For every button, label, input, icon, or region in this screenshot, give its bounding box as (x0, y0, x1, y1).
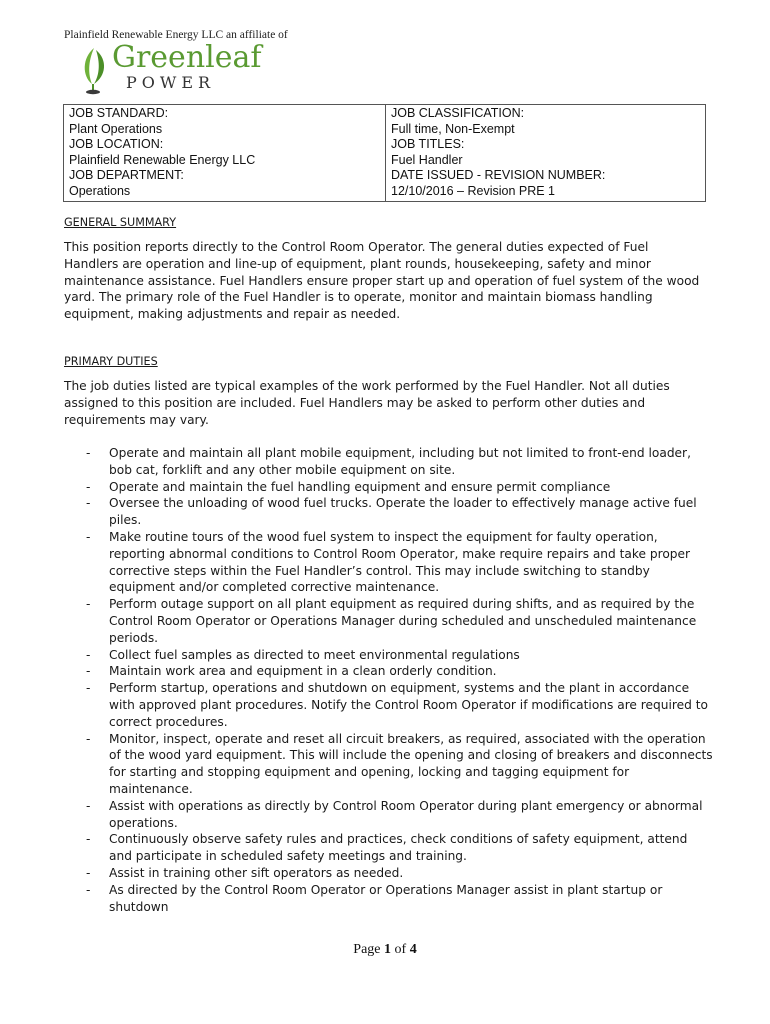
duty-text: As directed by the Control Room Operator or Operations Manager assist in plant startup or shutdown (109, 882, 663, 914)
job-department-label: JOB DEPARTMENT: (69, 168, 184, 182)
list-item (64, 647, 714, 664)
page-footer (0, 942, 770, 958)
bullet-dash: - (86, 647, 91, 662)
list-item (64, 865, 714, 882)
bullet-dash: - (86, 865, 91, 880)
primary-duties-heading: PRIMARY DUTIES (64, 355, 158, 368)
page-word: Page (353, 942, 381, 957)
duty-text: Monitor, inspect, operate and reset all circuit breakers, as required, associated with the operation of the wood yard equipment. This will include the opening and closing of breakers and disconnects for starting and stopping equipment and opening, locking and tagging equipment for maintenance. (109, 731, 713, 796)
job-titles-value: Fuel Handler (391, 152, 463, 167)
list-item (64, 529, 714, 596)
bullet-dash: - (86, 664, 91, 679)
bullet-dash: - (86, 681, 91, 696)
general-summary-text: This position reports directly to the Control Room Operator. The general duties expected of Fuel Handlers are operation and line-up of equipment, plant rounds, housekeeping, safety and minor maintenance assistance. Fuel Handlers ensure proper start up and operation of fuel system of the wood yard. The primary role of the Fuel Handler is to operate, monitor and maintain biomass handling equipment, making adjustments and repair as needed. (64, 240, 700, 322)
date-issued-label: DATE ISSUED - REVISION NUMBER: (391, 168, 606, 182)
page-number: 1 (384, 942, 392, 957)
bullet-dash: - (86, 529, 91, 544)
bullet-dash: - (86, 496, 91, 511)
duty-text: Operate and maintain the fuel handling equipment and ensure permit compliance (109, 479, 611, 494)
list-item (64, 445, 714, 479)
list-item (64, 731, 714, 798)
job-classification-value: Full time, Non-Exempt (391, 121, 515, 136)
list-item (64, 680, 714, 730)
job-info-table (63, 104, 706, 202)
job-department-value: Operations (69, 183, 131, 198)
job-standard-value: Plant Operations (69, 121, 163, 136)
list-item (64, 882, 714, 916)
job-info-right-cell (386, 105, 706, 202)
duty-text: Assist in training other sift operators as needed. (109, 865, 404, 880)
bullet-dash: - (86, 798, 91, 813)
duty-text: Maintain work area and equipment in a clean orderly condition. (109, 664, 497, 679)
duty-text: Continuously observe safety rules and practices, check conditions of safety equipment, attend and participate in scheduled safety meetings and training. (109, 832, 688, 864)
bullet-dash: - (86, 731, 91, 746)
bullet-dash: - (86, 446, 91, 460)
date-issued-value: 12/10/2016 – Revision PRE 1 (391, 183, 555, 198)
list-item (64, 798, 714, 832)
company-logo (80, 40, 280, 96)
leaf-icon (80, 44, 112, 96)
job-standard-label: JOB STANDARD: (69, 106, 169, 120)
affiliate-line: Plainfield Renewable Energy LLC an affiliate of (64, 29, 288, 41)
duty-text: Make routine tours of the wood fuel system to inspect the equipment for faulty operation, reporting abnormal conditions to Control Room Operator, make require repairs and take proper corrective steps within the Fuel Handler’s control. This may include switching to standby equipment and/or completed corrective maintenance. (109, 529, 691, 595)
duty-text: Assist with operations as directly by Control Room Operator during plant emergency or abnormal operations. (109, 798, 703, 830)
duty-text: Oversee the unloading of wood fuel trucks. Operate the loader to effectively manage active fuel piles. (109, 496, 697, 528)
duties-list (64, 445, 714, 915)
job-location-value: Plainfield Renewable Energy LLC (69, 152, 256, 167)
bullet-dash: - (86, 882, 91, 897)
of-word: of (394, 942, 407, 957)
job-info-left-cell (64, 105, 386, 202)
logo-name: Greenleaf (112, 40, 262, 75)
bullet-dash: - (86, 479, 91, 494)
list-item (64, 495, 714, 529)
page-total: 4 (409, 942, 417, 957)
list-item (64, 831, 714, 865)
list-item (64, 663, 714, 680)
duty-text: Perform outage support on all plant equipment as required during shifts, and as required by the Control Room Operator or Operations Manager during scheduled and unscheduled maintenance periods. (109, 597, 697, 645)
logo-sub: POWER (126, 73, 216, 92)
job-titles-label: JOB TITLES: (391, 137, 465, 151)
bullet-dash: - (86, 597, 91, 612)
duty-text: Operate and maintain all plant mobile equipment, including but not limited to front-end loader, bob cat, forklift and any other mobile equipment on site. (109, 446, 691, 477)
duty-text: Collect fuel samples as directed to meet environmental regulations (109, 647, 520, 662)
job-location-label: JOB LOCATION: (69, 137, 164, 151)
list-item (64, 596, 714, 646)
bullet-dash: - (86, 832, 91, 847)
list-item (64, 479, 714, 496)
general-summary-heading: GENERAL SUMMARY (64, 216, 177, 229)
primary-duties-intro: The job duties listed are typical examples of the work performed by the Fuel Handler. Not all duties assigned to this position are included. Fuel Handlers may be asked to perform other duties and requirements may vary. (64, 379, 670, 427)
duty-text: Perform startup, operations and shutdown on equipment, systems and the plant in accordance with approved plant procedures. Notify the Control Room Operator if modifications are required to correct procedures. (109, 681, 708, 729)
job-classification-label: JOB CLASSIFICATION: (391, 106, 525, 120)
